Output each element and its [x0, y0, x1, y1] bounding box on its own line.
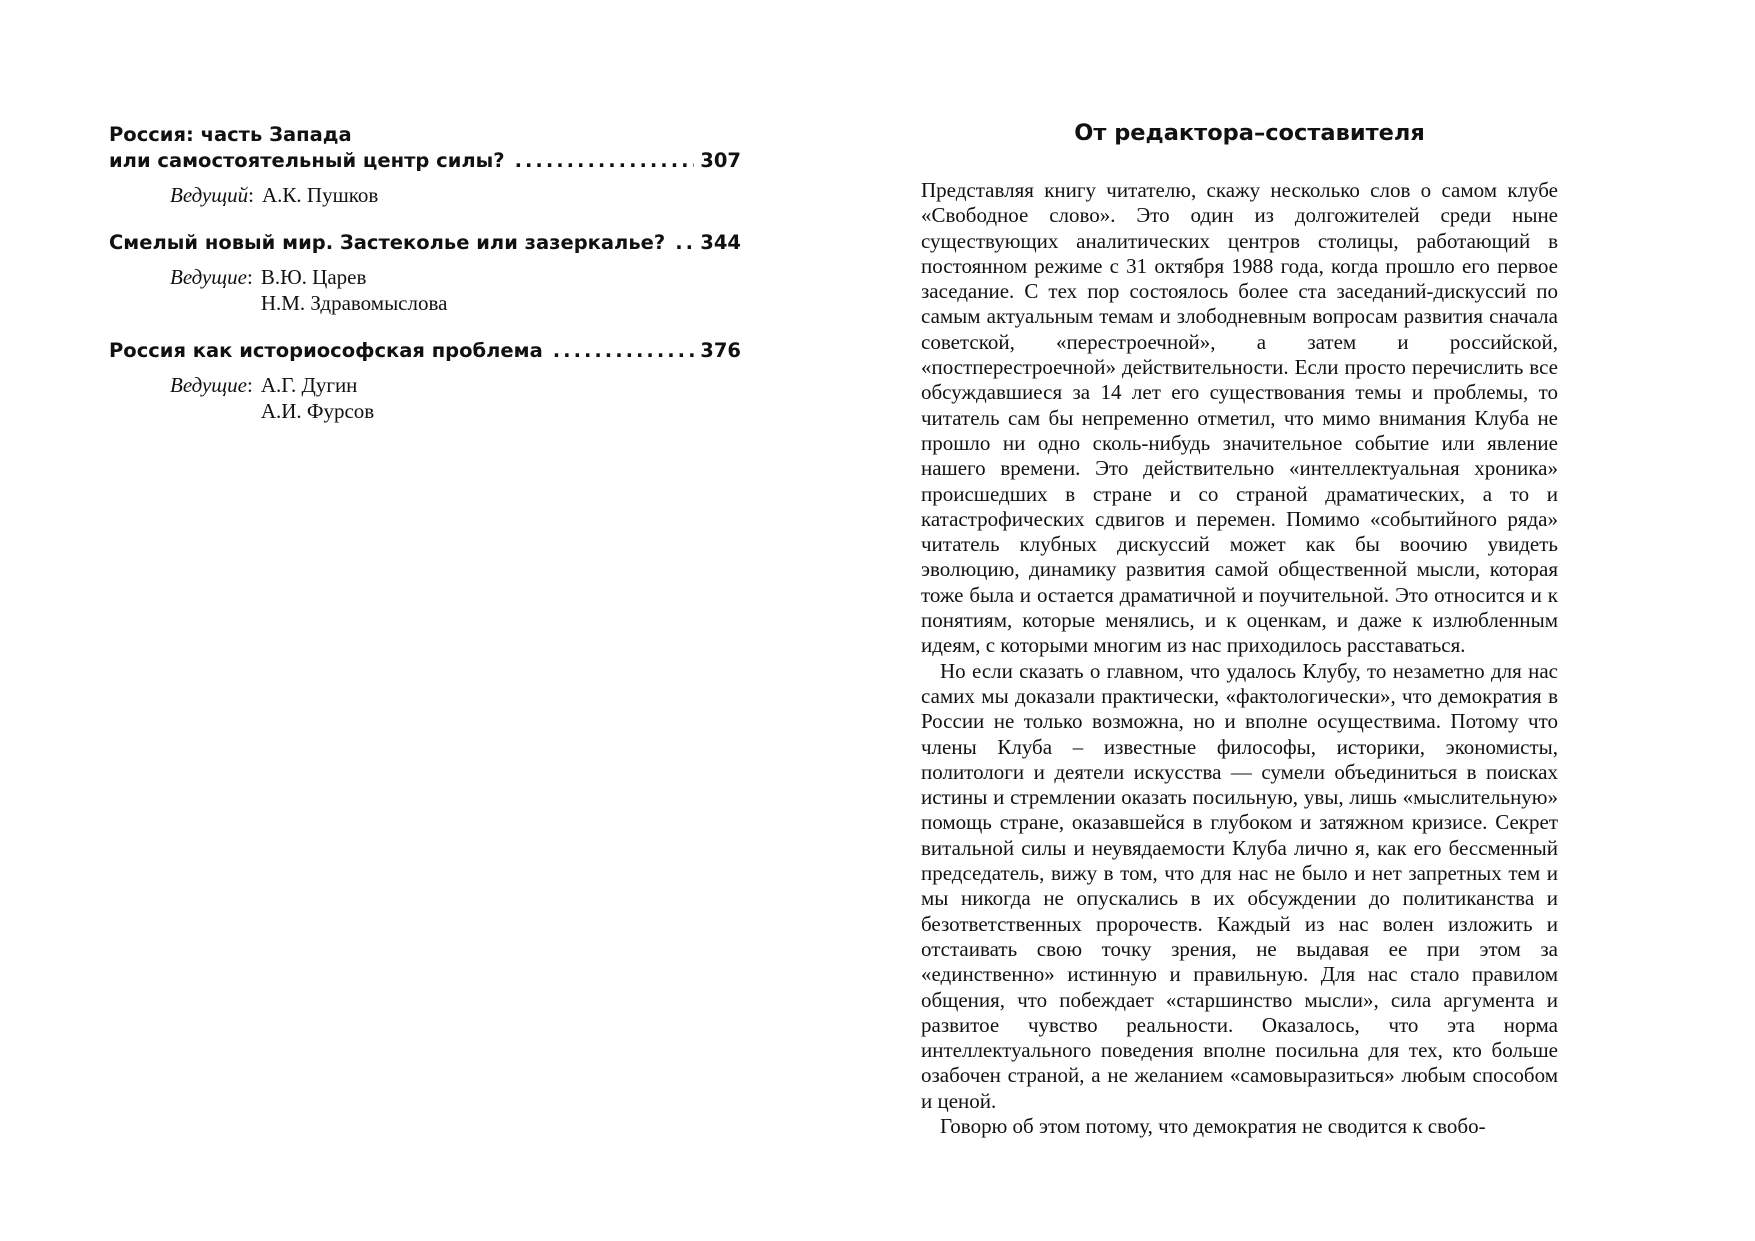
toc-page-number: 376 [700, 339, 741, 362]
toc-page-number: 344 [700, 231, 741, 254]
toc-title-text: Смелый новый мир. Застеколье или зазеркалье? [109, 231, 666, 254]
hosts-names [261, 264, 448, 316]
toc-entry-title [109, 122, 741, 174]
toc-entry-title [109, 230, 741, 256]
toc-title-line: Россия: часть Запада [109, 123, 352, 146]
hosts-colon: : [246, 265, 253, 289]
toc-hosts [170, 182, 741, 208]
toc-title-text: или самостоятельный центр силы? [109, 149, 505, 172]
foreword-body [921, 178, 1558, 1139]
toc-entry[interactable] [109, 230, 741, 316]
hosts-label: Ведущий [170, 183, 249, 207]
hosts-colon: : [246, 373, 253, 397]
host-name: В.Ю. Царев [260, 265, 367, 289]
host-name: А.К. Пушков [262, 183, 379, 207]
hosts-colon: : [248, 183, 254, 207]
dot-leader [515, 148, 695, 174]
table-of-contents [109, 122, 741, 446]
toc-entry[interactable] [109, 338, 741, 424]
foreword-page [921, 118, 1558, 1139]
host-name: А.Г. Дугин [260, 373, 358, 397]
hosts-names [262, 182, 378, 208]
foreword-paragraph: Говорю об этом потому, что демократия не сводится к свобо- [940, 1113, 1486, 1138]
foreword-title: От редактора–составителя [1074, 120, 1425, 146]
toc-title-last-line [109, 338, 741, 364]
hosts-label: Ведущие [170, 265, 247, 289]
toc-page-number: 307 [700, 149, 741, 172]
dot-leader [675, 230, 694, 256]
toc-hosts [170, 372, 741, 424]
foreword-paragraph: Но если сказать о главном, что удалось Клубу, то незаметно для нас самих мы доказали практически, «фактологически», что демократия в России не только возможна, но и вполне осуществима. Потому что члены Клуба – известные философы, историки, экономисты, политологи и деятели искусства — сумели объединиться в поисках истины и стремлении оказать посильную, увы, лишь «мыслительную» помощь стране, оказавшейся в глубоком и затяжном кризисе. Секрет витальной силы и неувядаемости Клуба лично я, как его бессменный председатель, вижу в том, что для нас не было и нет запретных тем и мы никогда не опускались в их обсуждении до политиканства и безответственных пророчеств. Каждый из нас волен изложить и отстаивать свою точку зрения, не выдавая ее при этом за «единственно» истинную и правильную. Для нас стало правилом общения, что побеждает «старшинство мысли», сила аргумента и развитое чувство реальности. Оказалось, что эта норма интеллектуального поведения вполне посильна для тех, кто больше озабочен страной, а не желанием «самовыразиться» любым способом и ценой. [921, 658, 1558, 1113]
toc-title-last-line [109, 230, 741, 256]
toc-hosts [170, 264, 741, 316]
toc-title-text: Россия как историософская проблема [109, 339, 543, 362]
dot-leader [553, 338, 695, 364]
toc-entry[interactable] [109, 122, 741, 208]
toc-entry-title [109, 338, 741, 364]
host-name: Н.М. Здравомыслова [260, 291, 448, 315]
host-name: А.И. Фурсов [260, 399, 375, 423]
foreword-paragraph: Представляя книгу читателю, скажу несколько слов о самом клубе «Свободное слово». Это один из долгожителей среди ныне существующих аналитических центров столицы, работающий в постоянном режиме с 31 октября 1988 года, когда прошло его первое заседание. С тех пор состоялось более ста заседаний-дискуссий по самым актуальным темам и злободневным вопросам развития сначала советской, «перестроечной», а затем и российской, «постперестроечной» действительности. Если просто перечислить все обсуждавшиеся за 14 лет его существования темы и проблемы, то читатель сам бы непременно отметил, что мимо внимания Клуба не прошло ни одно сколь-нибудь значительное событие или явление нашего времени. Это действительно «интеллектуальная хроника» происшедших в стране и со страной драматических, а то и катастрофических сдвигов и перемен. Помимо «событийного ряда» читатель клубных дискуссий может как бы воочию увидеть эволюцию, динамику развития самой общественной мысли, которая тоже была и остается драматичной и поучительной. Это относится и к понятиям, которые менялись, и к оценкам, и даже к излюбленным идеям, с которыми многим из нас приходилось расставаться. [921, 178, 1558, 658]
hosts-names [261, 372, 374, 424]
toc-title-last-line [109, 148, 741, 174]
hosts-label: Ведущие [170, 373, 247, 397]
